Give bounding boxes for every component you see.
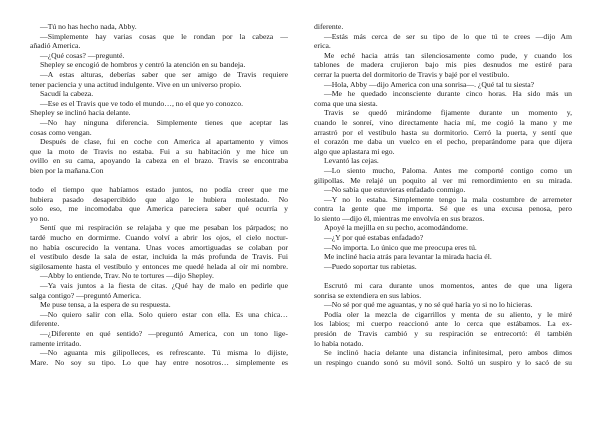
right-page-text-line: cuando le sonreí, vino directamente hacia mí, me cogió la mano y me [314, 117, 572, 127]
left-page-text-line: ovillo en su cama, apoyando la cabeza en el brazo. Travis se encontraba [30, 156, 288, 166]
right-page-text-line: Me incliné hacia atrás para levantar la mirada hacia él. [324, 252, 492, 262]
right-page-text-line: —Lo siento mucho, Paloma. Antes me comporté contigo como un [324, 165, 572, 175]
right-page-text-line: —Puedo soportar tus rabietas. [324, 261, 417, 271]
left-page-text-line: yo no. [30, 213, 50, 223]
left-page-text-line: todo el tiempo que habíamos estado juntos, no podía creer que me [30, 185, 288, 195]
right-page-text-line: diferente. [314, 22, 344, 31]
left-page-text-line: —Simplemente hay varias cosas que le rondan por la cabeza — [40, 31, 288, 41]
left-page-text-line: que la moto de Travis no estaba. Fui a su habitación y me hice un [30, 146, 288, 156]
left-page-text-line: —No quiero salir con ella. Solo quiero estar con ella. Es una chica… [40, 309, 288, 319]
left-page-text-line: —¿Diferente en qué sentido? —preguntó America, con un tono lige- [40, 329, 288, 338]
right-page-text-line: cerrar la puerta del dormitorio de Travis y bajé por el vestíbulo. [314, 69, 510, 79]
right-page-text-line: Podía oler la mezcla de cigarrillos y menta de su aliento, y le miré [324, 309, 572, 319]
right-page-text-line: erica. [314, 41, 331, 51]
left-page-text-line: Sacudí la cabeza. [40, 89, 94, 99]
left-page-text-line: —Ese es el Travis que ve todo el mundo…, no el que yo conozco. [40, 98, 244, 108]
right-page-text-line: —Y no lo estaba. Simplemente tengo la mala costumbre de arremeter [324, 194, 572, 204]
left-page-text-line: Shepley se encogió de hombros y centró la atención en su bandeja. [40, 60, 246, 70]
right-page-text-line: coma que una siesta. [314, 98, 378, 108]
left-page-text-line: no había oscurecido la ventana. Unas voces amortiguadas se colaban por [30, 242, 288, 252]
right-page-text-line: Me eché hacia atrás tan silenciosamente como pude, y cuando los [324, 50, 572, 60]
left-page-text-line: tardé mucho en dormirme. Cuando volví a abrir los ojos, el cielo noctur- [30, 233, 288, 243]
right-page-text-line: —Hola, Abby —dijo America con una sonrisa—. ¿Qué tal tu siesta? [324, 79, 535, 89]
right-page-text-line: —Estás más cerca de ser su tipo de lo que tú te crees —dijo Am [324, 31, 572, 41]
left-page-text-line: Sentí que mi respiración se relajaba y que me pesaban los párpados; no [40, 223, 288, 233]
right-page-text-line: un respingo cuando sonó su móvil sonó. Soltó un suspiro y lo sacó de su [314, 357, 572, 367]
right-page-text-line: —No sabía que estuvieras enfadado conmigo. [324, 185, 466, 195]
left-page-text-line: —A estas alturas, deberías saber que ser amigo de Travis requiere [40, 69, 288, 79]
left-page-text-line: solo eso, me incomodaba que America pareciera saber qué ocurría y [30, 204, 288, 214]
left-page-text-line: ramente irritado. [30, 338, 82, 348]
left-page-text-line: cosas como vengan. [30, 127, 92, 137]
right-page-text-line: —Me he quedado inconsciente durante cinco horas. Ha sido más un [324, 89, 572, 99]
right-page-text-line: presión de Travis cambió y su respiración se entrecortó: él también [314, 329, 572, 338]
left-page-text-line: —Abby lo entiende, Trav. No te tortures —dijo Shepley. [40, 271, 214, 281]
left-page-text-line: Me puse tensa, a la espera de su respuesta. [40, 300, 171, 310]
right-page-text-line: el corazón me daba un vuelco en el pecho, preparándome para que dijera [314, 137, 572, 147]
left-page-text-line: tener paciencia y una actitud indulgente. Vive en un universo propio. [30, 79, 242, 89]
left-page-text-line: Mare. No soy su tipo. Lo que hay entre nosotros… simplemente es [30, 357, 288, 367]
left-page-text-line: salga contigo? —preguntó America. [30, 290, 142, 300]
right-page-text-line: algo que aplastara mi ego. [314, 146, 395, 156]
right-page-text-line: —¿Y por qué estabas enfadado? [324, 233, 424, 243]
right-page-text-line: contra la gente que me importa. Sé que es una excusa penosa, pero [314, 204, 572, 214]
left-page-text-line: —No hay ninguna diferencia. Simplemente tienes que aceptar las [40, 117, 288, 127]
right-page-text-line: los labios; mi cuerpo reaccionó ante lo cerca que estábamos. La ex- [314, 319, 572, 329]
left-page-text-line: Después de clase, fui en coche con America al apartamento y vimos [40, 137, 288, 147]
left-page-text-line: bien por la mañana.Con [30, 165, 104, 175]
left-page-text-line: —No aguanta mis gilipolleces, es refrescante. Tú misma lo dijiste, [40, 348, 288, 358]
right-page-text-line: lo había notado. [314, 338, 364, 348]
right-page [300, 0, 600, 428]
left-page-text-line: Shepley se inclinó hacia delante. [30, 108, 131, 118]
right-page-text-line: Travis se quedó mirándome fijamente durante un momento y, [324, 108, 572, 118]
right-page-text-line: arrastró por el vestíbulo hasta su dormitorio. Cerró la puerta, y sentí que [314, 127, 572, 137]
right-page-text-line: Escrutó mi cara durante unos momentos, antes de que una ligera [324, 281, 572, 291]
left-page-text-line: diferente. [30, 319, 60, 329]
right-page-text-line: Se inclinó hacia delante una distancia infinitesimal, pero ambos dimos [324, 348, 572, 358]
right-page-text-line: sonrisa se extendiera en sus labios. [314, 290, 422, 300]
right-page-text-line: lo siento —dijo él, mientras me envolvía en sus brazos. [314, 213, 485, 223]
left-page-text-line: —¿Qué cosas? —pregunté. [40, 50, 125, 60]
right-page-text-line: tablones de madera crujieron bajo mis pies desnudos me estiré para [314, 60, 572, 70]
left-page-text-line: hubiera pasado desapercibido que algo le hubiera molestado. No [30, 194, 288, 204]
paragraph-gap [314, 271, 572, 281]
left-page-text-line: sigilosamente hasta el vestíbulo y entonces me quedé helada al oír mi nombre. [30, 261, 288, 271]
right-page-text-line: gilipollas. Me relajé un poquito al ver mi remordimiento en su mirada. [314, 175, 572, 185]
left-page-text-line: —Tú no has hecho nada, Abby. [40, 22, 137, 31]
right-page-text-line: Levantó las cejas. [324, 156, 379, 166]
left-page-text-line: añadió America. [30, 41, 81, 51]
right-page-text-line: Apoyé la mejilla en su pecho, acomodándome. [324, 223, 468, 233]
left-page-text-line: —Ya vais juntos a la fiesta de citas. ¿Qué hay de malo en pedirle que [40, 281, 288, 291]
left-page-text-line: el vestíbulo desde la sala de estar, incluida la más profunda de Travis. Fui [30, 252, 288, 262]
paragraph-gap [30, 176, 288, 186]
right-page-text-line: —No importa. Lo único que me preocupa eres tú. [324, 242, 477, 252]
right-page-text-line: —No sé por qué me aguantas, y no sé qué haría yo si no lo hicieras. [324, 300, 533, 310]
